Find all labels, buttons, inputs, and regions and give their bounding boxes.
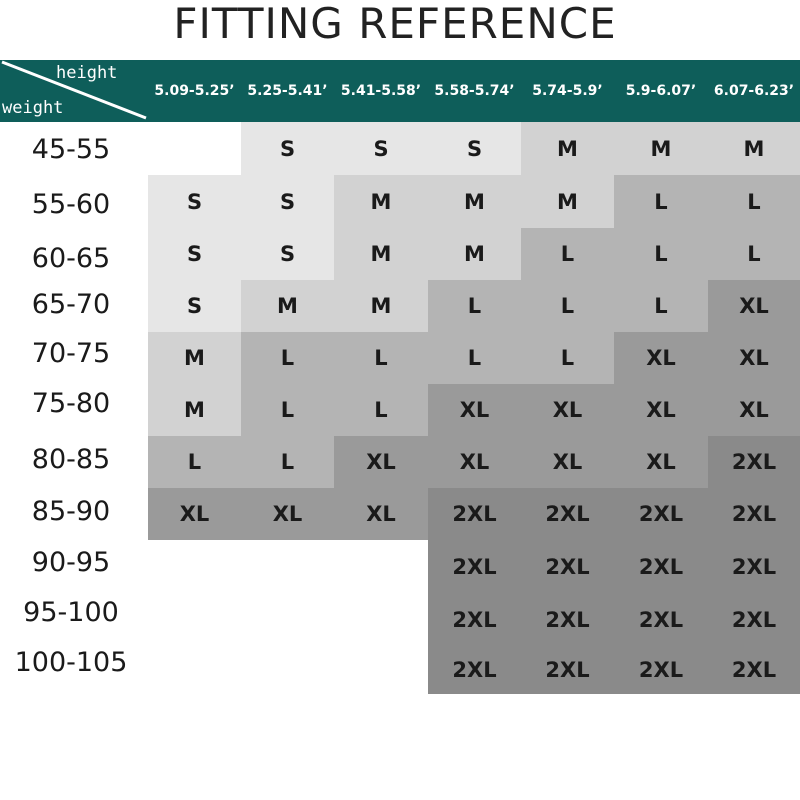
size-cell: L bbox=[521, 280, 614, 332]
size-cell: S bbox=[241, 228, 334, 280]
weight-label-9: 90-95 bbox=[31, 547, 111, 578]
weight-label-2: 55-60 bbox=[31, 189, 111, 220]
size-cell: XL bbox=[428, 436, 521, 488]
size-cell: S bbox=[334, 122, 428, 175]
weight-label-5: 70-75 bbox=[31, 338, 111, 369]
size-cell: 2XL bbox=[708, 488, 800, 540]
size-cell: L bbox=[428, 332, 521, 384]
size-cell: M bbox=[148, 384, 241, 436]
size-cell: S bbox=[148, 175, 241, 228]
size-cell: L bbox=[428, 280, 521, 332]
size-cell: M bbox=[334, 280, 428, 332]
weight-label-1: 45-55 bbox=[31, 134, 111, 165]
size-cell: 2XL bbox=[428, 646, 521, 694]
size-cell: L bbox=[241, 384, 334, 436]
size-cell: 2XL bbox=[521, 593, 614, 646]
page-title: FITTING REFERENCE bbox=[173, 0, 617, 48]
size-cell: 2XL bbox=[708, 646, 800, 694]
size-cell: L bbox=[521, 228, 614, 280]
size-cell: 2XL bbox=[614, 646, 708, 694]
size-cell: L bbox=[334, 384, 428, 436]
size-cell: 2XL bbox=[428, 540, 521, 593]
size-cell: L bbox=[241, 436, 334, 488]
size-cell: M bbox=[428, 175, 521, 228]
table-corner bbox=[0, 60, 148, 122]
height-header-7: 6.07-6.23’ bbox=[713, 83, 795, 99]
size-cell: L bbox=[708, 228, 800, 280]
size-cell: 2XL bbox=[521, 646, 614, 694]
size-cell: M bbox=[334, 175, 428, 228]
size-cell: M bbox=[428, 228, 521, 280]
height-header-3: 5.41-5.58’ bbox=[340, 83, 422, 99]
weight-label-6: 75-80 bbox=[31, 388, 111, 419]
height-header-2: 5.25-5.41’ bbox=[247, 83, 328, 99]
size-cell: 2XL bbox=[614, 593, 708, 646]
size-cell: L bbox=[334, 332, 428, 384]
size-cell: M bbox=[241, 280, 334, 332]
size-cell: XL bbox=[614, 332, 708, 384]
size-cell: 2XL bbox=[521, 488, 614, 540]
size-cell: XL bbox=[708, 384, 800, 436]
size-cell: 2XL bbox=[428, 593, 521, 646]
size-cell: L bbox=[521, 332, 614, 384]
weight-label-11: 100-105 bbox=[14, 647, 128, 678]
height-header-5: 5.74-5.9’ bbox=[532, 83, 603, 99]
size-cell: 2XL bbox=[708, 540, 800, 593]
height-header-6: 5.9-6.07’ bbox=[625, 83, 697, 99]
size-cell: S bbox=[148, 228, 241, 280]
size-cell: L bbox=[708, 175, 800, 228]
size-cell: 2XL bbox=[708, 593, 800, 646]
size-cell: 2XL bbox=[428, 488, 521, 540]
size-cell: S bbox=[241, 122, 334, 175]
weight-label-4: 65-70 bbox=[31, 289, 111, 320]
size-cell: M bbox=[708, 122, 800, 175]
size-cell: L bbox=[241, 332, 334, 384]
corner-weight-label: weight bbox=[2, 98, 64, 118]
size-cell: S bbox=[428, 122, 521, 175]
size-cell: XL bbox=[334, 436, 428, 488]
size-cell: 2XL bbox=[521, 540, 614, 593]
height-header-1: 5.09-5.25’ bbox=[154, 83, 235, 99]
size-cell: XL bbox=[428, 384, 521, 436]
size-cell: XL bbox=[614, 384, 708, 436]
size-cell: L bbox=[614, 175, 708, 228]
size-cell: XL bbox=[334, 488, 428, 540]
size-cell: S bbox=[241, 175, 334, 228]
size-cell: M bbox=[521, 122, 614, 175]
weight-label-3: 60-65 bbox=[31, 243, 111, 274]
size-cell: L bbox=[148, 436, 241, 488]
size-cell: 2XL bbox=[708, 436, 800, 488]
size-cell: XL bbox=[708, 332, 800, 384]
size-cell: M bbox=[614, 122, 708, 175]
size-cell: XL bbox=[708, 280, 800, 332]
size-cell: 2XL bbox=[614, 488, 708, 540]
corner-height-label: height bbox=[56, 63, 118, 83]
size-cell: L bbox=[614, 228, 708, 280]
size-cell: XL bbox=[241, 488, 334, 540]
size-cell: 2XL bbox=[614, 540, 708, 593]
size-cell: XL bbox=[521, 384, 614, 436]
size-cell: XL bbox=[521, 436, 614, 488]
size-cell: M bbox=[148, 332, 241, 384]
height-header-4: 5.58-5.74’ bbox=[434, 83, 515, 99]
weight-label-8: 85-90 bbox=[31, 496, 111, 527]
weight-label-7: 80-85 bbox=[31, 444, 111, 475]
size-cell: L bbox=[614, 280, 708, 332]
weight-label-10: 95-100 bbox=[23, 597, 119, 628]
size-cell: S bbox=[148, 280, 241, 332]
size-cell: M bbox=[521, 175, 614, 228]
size-cell: M bbox=[334, 228, 428, 280]
size-cell: XL bbox=[614, 436, 708, 488]
size-cell: XL bbox=[148, 488, 241, 540]
